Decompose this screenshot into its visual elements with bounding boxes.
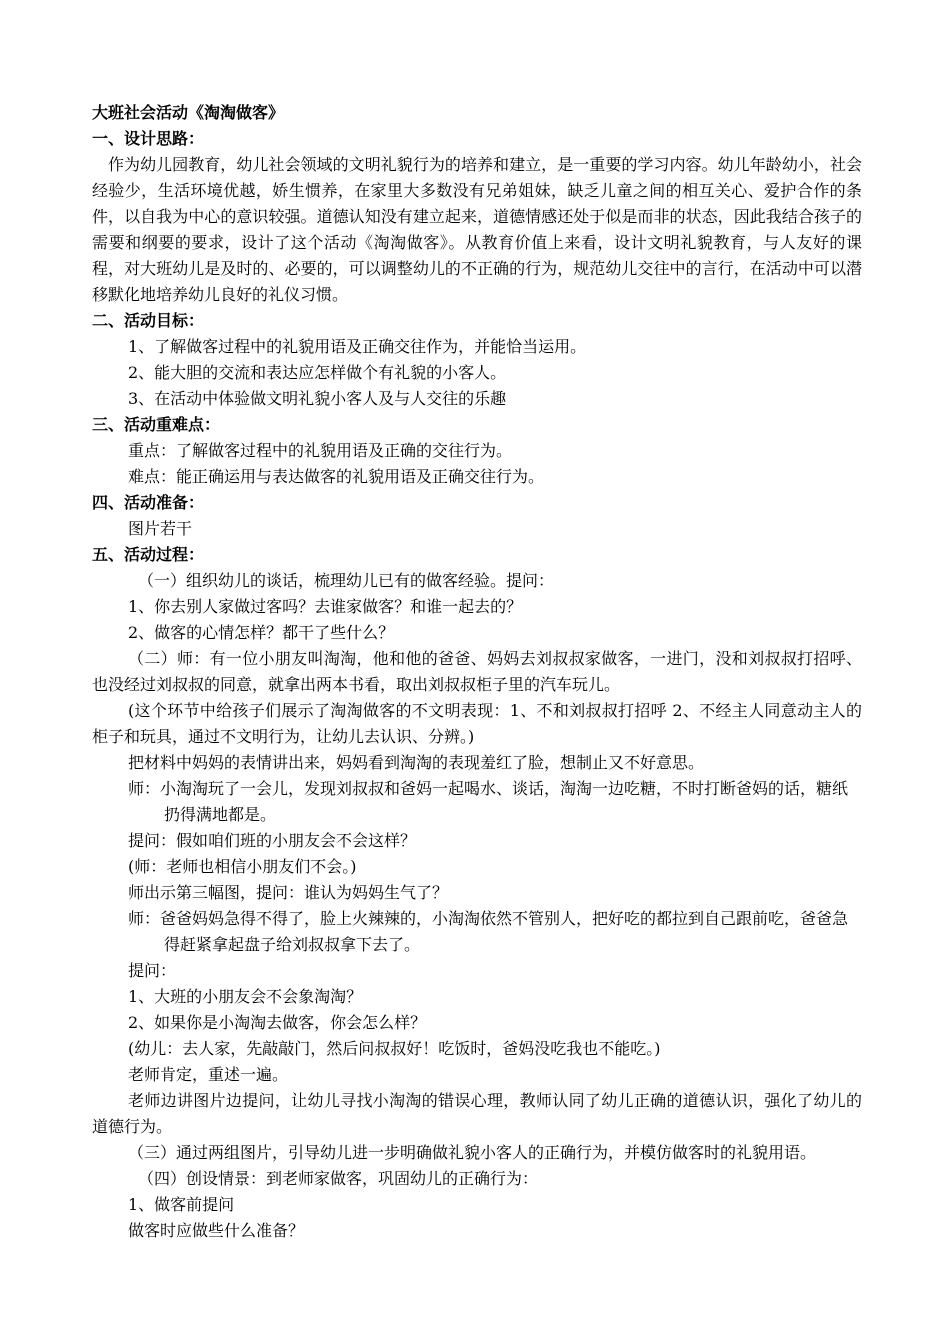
process-paragraph: 师：小淘淘玩了一会儿，发现刘叔叔和爸妈一起喝水、谈话，淘淘一边吃糖，不时打断爸妈的话，糖纸扔得满地都是。	[128, 779, 849, 824]
document-page	[92, 100, 862, 1244]
goal-item: 1、了解做客过程中的礼貌用语及正确交往作为，并能恰当运用。	[128, 337, 587, 356]
process-line: 1、你去别人家做过客吗？去谁家做客？和谁一起去的？	[128, 597, 523, 616]
key-point: 重点：了解做客过程中的礼貌用语及正确的交往行为。	[128, 441, 513, 460]
process-line: 师出示第三幅图，提问：谁认为妈妈生气了？	[128, 883, 449, 902]
preparation-text: 图片若干	[128, 519, 193, 538]
process-line: 提问：	[128, 961, 177, 980]
process-line: （四）创设情景：到老师家做客，巩固幼儿的正确行为：	[138, 1169, 539, 1188]
process-paragraph: （二）师：有一位小朋友叫淘淘，他和他的爸爸、妈妈去刘叔叔家做客，一进门，没和刘叔叔打招呼、也没经过刘叔叔的同意，就拿出两本书看，取出刘叔叔柜子里的汽车玩儿。	[92, 649, 862, 694]
process-line: 1、做客前提问	[128, 1195, 235, 1214]
process-line: (师：老师也相信小朋友们不会。)	[128, 857, 357, 876]
goal-item: 3、在活动中体验做文明礼貌小客人及与人交往的乐趣	[128, 389, 507, 408]
document-title: 大班社会活动《淘淘做客》	[92, 103, 285, 122]
process-line: 2、如果你是小淘淘去做客，你会怎么样？	[128, 1013, 427, 1032]
process-line: 老师肯定，重述一遍。	[128, 1065, 289, 1084]
section-heading-goals: 二、活动目标：	[92, 311, 205, 330]
section-heading-preparation: 四、活动准备：	[92, 493, 205, 512]
difficult-point: 难点：能正确运用与表达做客的礼貌用语及正确交往行为。	[128, 467, 545, 486]
process-line: (幼儿：去人家，先敲敲门，然后问叔叔好！吃饭时，爸妈没吃我也不能吃。)	[128, 1039, 661, 1058]
section-heading-key-points: 三、活动重难点：	[92, 415, 221, 434]
process-paragraph: 老师边讲图片边提问，让幼儿寻找小淘淘的错误心理，教师认同了幼儿正确的道德认识，强化了幼儿的道德行为。	[92, 1091, 862, 1136]
process-paragraph: （三）通过两组图片，引导幼儿进一步明确做礼貌小客人的正确行为，并模仿做客时的礼貌用语。	[128, 1143, 817, 1162]
process-paragraph: (这个环节中给孩子们展示了淘淘做客的不文明表现：1、不和刘叔叔打招呼 2、不经主人同意动主人的柜子和玩具，通过不文明行为，让幼儿去认识、分辨。)	[92, 701, 862, 746]
design-paragraph: 作为幼儿园教育，幼儿社会领域的文明礼貌行为的培养和建立，是一重要的学习内容。幼儿年龄幼小，社会经验少，生活环境优越，娇生惯养，在家里大多数没有兄弟姐妹，缺乏儿童之间的相互关心、爱护合作的条件，以自我为中心的意识较强。道德认知没有建立起来，道德情感还处于似是而非的状态，因此我结合孩子的需要和纲要的要求，设计了这个活动《淘淘做客》。从教育价值上来看，设计文明礼貌教育，与人友好的课程，对大班幼儿是及时的、必要的，可以调整幼儿的不正确的行为，规范幼儿交往中的言行，在活动中可以潜移默化地培养幼儿良好的礼仪习惯。	[92, 155, 862, 304]
process-line: 做客时应做些什么准备？	[128, 1221, 305, 1240]
process-line: （一）组织幼儿的谈话，梳理幼儿已有的做客经验。提问：	[138, 571, 555, 590]
process-line: 1、大班的小朋友会不会象淘淘？	[128, 987, 363, 1006]
process-line: 提问：假如咱们班的小朋友会不会这样？	[128, 831, 417, 850]
process-line: 2、做客的心情怎样？都干了些什么？	[128, 623, 395, 642]
section-heading-design: 一、设计思路：	[92, 129, 205, 148]
process-paragraph: 师：爸爸妈妈急得不得了，脸上火辣辣的，小淘淘依然不管别人，把好吃的都拉到自己跟前吃，爸爸急得赶紧拿起盘子给刘叔叔拿下去了。	[128, 909, 849, 954]
process-line: 把材料中妈妈的表情讲出来，妈妈看到淘淘的表现羞红了脸，想制止又不好意思。	[128, 753, 705, 772]
section-heading-process: 五、活动过程：	[92, 545, 205, 564]
goal-item: 2、能大胆的交流和表达应怎样做个有礼貌的小客人。	[128, 363, 507, 382]
